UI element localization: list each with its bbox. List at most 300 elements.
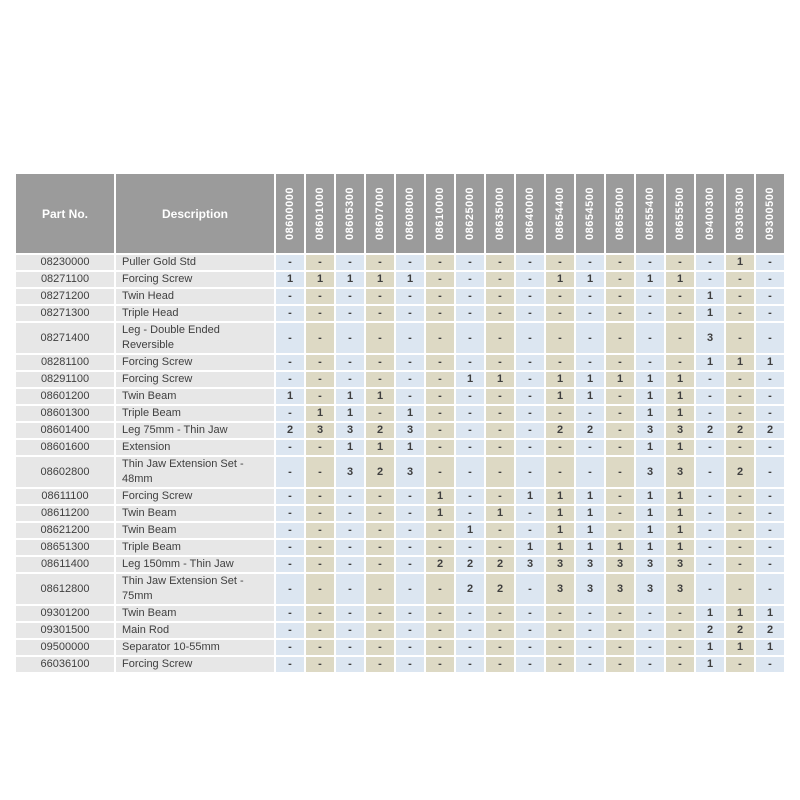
- quantity-cell: -: [696, 523, 724, 538]
- quantity-cell: 1: [306, 406, 334, 421]
- quantity-cell: 3: [666, 457, 694, 487]
- quantity-cell: -: [606, 255, 634, 270]
- quantity-cell: 1: [726, 255, 754, 270]
- quantity-cell: 1: [366, 389, 394, 404]
- column-header-08601000: [306, 174, 334, 253]
- quantity-cell: -: [396, 574, 424, 604]
- quantity-cell: -: [696, 372, 724, 387]
- quantity-cell: -: [486, 306, 514, 321]
- table-row: [16, 506, 784, 521]
- quantity-cell: -: [726, 372, 754, 387]
- quantity-cell: -: [396, 355, 424, 370]
- quantity-cell: 3: [336, 457, 364, 487]
- quantity-cell: -: [306, 489, 334, 504]
- quantity-cell: 1: [546, 272, 574, 287]
- quantity-cell: -: [516, 289, 544, 304]
- quantity-cell: -: [306, 506, 334, 521]
- quantity-cell: -: [546, 657, 574, 672]
- quantity-cell: 1: [576, 506, 604, 521]
- quantity-cell: -: [726, 657, 754, 672]
- rotated-column-label: 08655400: [644, 187, 656, 240]
- table-row: [16, 574, 784, 604]
- quantity-cell: 2: [456, 574, 484, 604]
- quantity-cell: -: [426, 306, 454, 321]
- quantity-cell: -: [366, 489, 394, 504]
- description-column-header: Description: [116, 174, 274, 253]
- table-row: [16, 657, 784, 672]
- part-no-cell: 08602800: [16, 457, 114, 487]
- quantity-cell: -: [396, 306, 424, 321]
- column-header-08640000: [516, 174, 544, 253]
- quantity-cell: -: [756, 440, 784, 455]
- quantity-cell: 1: [456, 372, 484, 387]
- quantity-cell: -: [606, 523, 634, 538]
- quantity-cell: -: [666, 255, 694, 270]
- quantity-cell: -: [486, 255, 514, 270]
- quantity-cell: 2: [456, 557, 484, 572]
- rotated-column-label: 08655000: [614, 187, 626, 240]
- quantity-cell: -: [606, 489, 634, 504]
- quantity-cell: 1: [666, 489, 694, 504]
- rotated-column-label: 08625000: [464, 187, 476, 240]
- quantity-cell: 2: [726, 423, 754, 438]
- quantity-cell: 1: [756, 640, 784, 655]
- quantity-cell: -: [546, 289, 574, 304]
- quantity-cell: 3: [606, 557, 634, 572]
- quantity-cell: -: [516, 406, 544, 421]
- rotated-column-label: 08635000: [494, 187, 506, 240]
- quantity-cell: 3: [636, 557, 664, 572]
- quantity-cell: -: [726, 440, 754, 455]
- quantity-cell: -: [426, 323, 454, 353]
- quantity-cell: 1: [486, 372, 514, 387]
- quantity-cell: 3: [666, 557, 694, 572]
- part-no-cell: 08611200: [16, 506, 114, 521]
- quantity-cell: -: [426, 457, 454, 487]
- rotated-column-label: 08601000: [314, 187, 326, 240]
- quantity-cell: -: [486, 457, 514, 487]
- rotated-column-label: 08600000: [284, 187, 296, 240]
- quantity-cell: -: [426, 389, 454, 404]
- quantity-cell: 1: [696, 306, 724, 321]
- quantity-cell: -: [756, 506, 784, 521]
- quantity-cell: -: [546, 623, 574, 638]
- quantity-cell: -: [576, 289, 604, 304]
- quantity-cell: -: [516, 306, 544, 321]
- quantity-cell: -: [606, 289, 634, 304]
- quantity-cell: -: [396, 255, 424, 270]
- quantity-cell: -: [756, 574, 784, 604]
- quantity-cell: -: [756, 289, 784, 304]
- quantity-cell: -: [606, 306, 634, 321]
- quantity-cell: -: [486, 323, 514, 353]
- quantity-cell: -: [276, 255, 304, 270]
- quantity-cell: -: [306, 623, 334, 638]
- column-header-09300500: [756, 174, 784, 253]
- quantity-cell: -: [666, 323, 694, 353]
- column-header-09400300: [696, 174, 724, 253]
- quantity-cell: -: [276, 506, 304, 521]
- description-cell: Twin Head: [116, 289, 274, 304]
- parts-compatibility-table: [14, 172, 786, 674]
- part-no-cell: 08271100: [16, 272, 114, 287]
- quantity-cell: -: [306, 255, 334, 270]
- quantity-cell: -: [456, 540, 484, 555]
- quantity-cell: -: [546, 457, 574, 487]
- quantity-cell: 2: [576, 423, 604, 438]
- quantity-cell: -: [726, 506, 754, 521]
- quantity-cell: -: [726, 389, 754, 404]
- quantity-cell: 1: [636, 389, 664, 404]
- quantity-cell: -: [366, 355, 394, 370]
- part-no-cell: 08621200: [16, 523, 114, 538]
- quantity-cell: 3: [546, 574, 574, 604]
- quantity-cell: -: [276, 523, 304, 538]
- quantity-cell: -: [276, 306, 304, 321]
- quantity-cell: 1: [636, 272, 664, 287]
- quantity-cell: 1: [546, 389, 574, 404]
- quantity-cell: -: [576, 623, 604, 638]
- quantity-cell: -: [486, 272, 514, 287]
- quantity-cell: 2: [366, 457, 394, 487]
- quantity-cell: -: [516, 272, 544, 287]
- table-row: [16, 457, 784, 487]
- quantity-cell: -: [396, 606, 424, 621]
- quantity-cell: -: [666, 640, 694, 655]
- quantity-cell: 1: [546, 372, 574, 387]
- quantity-cell: 2: [756, 423, 784, 438]
- quantity-cell: -: [546, 255, 574, 270]
- rotated-column-label: 08607000: [374, 187, 386, 240]
- part-no-cell: 09301500: [16, 623, 114, 638]
- quantity-cell: -: [276, 557, 304, 572]
- quantity-cell: 1: [546, 523, 574, 538]
- quantity-cell: -: [366, 255, 394, 270]
- quantity-cell: -: [456, 606, 484, 621]
- quantity-cell: 3: [576, 557, 604, 572]
- quantity-cell: -: [306, 355, 334, 370]
- quantity-cell: -: [276, 623, 304, 638]
- quantity-cell: -: [516, 574, 544, 604]
- quantity-cell: -: [486, 406, 514, 421]
- quantity-cell: -: [336, 640, 364, 655]
- table-row: [16, 323, 784, 353]
- quantity-cell: -: [456, 657, 484, 672]
- description-cell: Forcing Screw: [116, 657, 274, 672]
- description-cell: Triple Beam: [116, 406, 274, 421]
- table-row: [16, 640, 784, 655]
- quantity-cell: 1: [546, 489, 574, 504]
- table-row: [16, 623, 784, 638]
- quantity-cell: 1: [696, 355, 724, 370]
- part-no-cell: 08271300: [16, 306, 114, 321]
- quantity-cell: -: [456, 457, 484, 487]
- table-row: [16, 272, 784, 287]
- quantity-cell: 1: [516, 540, 544, 555]
- quantity-cell: -: [606, 640, 634, 655]
- quantity-cell: -: [396, 557, 424, 572]
- quantity-cell: -: [486, 423, 514, 438]
- quantity-cell: -: [336, 489, 364, 504]
- rotated-column-label: 08608000: [404, 187, 416, 240]
- quantity-cell: -: [486, 623, 514, 638]
- quantity-cell: -: [306, 389, 334, 404]
- quantity-cell: -: [666, 289, 694, 304]
- quantity-cell: -: [486, 440, 514, 455]
- quantity-cell: 2: [756, 623, 784, 638]
- quantity-cell: 1: [546, 540, 574, 555]
- quantity-cell: -: [576, 306, 604, 321]
- quantity-cell: -: [666, 606, 694, 621]
- quantity-cell: -: [456, 640, 484, 655]
- quantity-cell: -: [336, 623, 364, 638]
- quantity-cell: -: [426, 540, 454, 555]
- quantity-cell: -: [696, 457, 724, 487]
- quantity-cell: -: [456, 323, 484, 353]
- quantity-cell: 1: [666, 506, 694, 521]
- column-header-08655000: [606, 174, 634, 253]
- quantity-cell: -: [336, 523, 364, 538]
- quantity-cell: -: [516, 640, 544, 655]
- quantity-cell: 1: [636, 540, 664, 555]
- description-cell: Leg - Double Ended Reversible: [116, 323, 274, 353]
- quantity-cell: -: [426, 272, 454, 287]
- quantity-cell: -: [576, 323, 604, 353]
- quantity-cell: -: [636, 289, 664, 304]
- column-header-08635000: [486, 174, 514, 253]
- quantity-cell: -: [546, 406, 574, 421]
- quantity-cell: 1: [336, 272, 364, 287]
- quantity-cell: 1: [696, 640, 724, 655]
- quantity-cell: -: [396, 540, 424, 555]
- quantity-cell: -: [426, 657, 454, 672]
- quantity-cell: 1: [666, 540, 694, 555]
- column-header-08655400: [636, 174, 664, 253]
- quantity-cell: -: [546, 440, 574, 455]
- part-no-cell: 08611400: [16, 557, 114, 572]
- quantity-cell: -: [516, 423, 544, 438]
- quantity-cell: 3: [396, 457, 424, 487]
- table-row: [16, 289, 784, 304]
- quantity-cell: -: [696, 440, 724, 455]
- quantity-cell: -: [726, 489, 754, 504]
- quantity-cell: 1: [576, 540, 604, 555]
- quantity-cell: -: [336, 372, 364, 387]
- description-cell: Twin Beam: [116, 389, 274, 404]
- table-row: [16, 523, 784, 538]
- quantity-cell: -: [396, 372, 424, 387]
- part-no-cell: 08271400: [16, 323, 114, 353]
- part-no-cell: 66036100: [16, 657, 114, 672]
- quantity-cell: 1: [486, 506, 514, 521]
- quantity-cell: -: [486, 657, 514, 672]
- quantity-cell: -: [426, 255, 454, 270]
- quantity-cell: -: [396, 289, 424, 304]
- description-cell: Twin Beam: [116, 506, 274, 521]
- quantity-cell: 1: [366, 440, 394, 455]
- quantity-cell: -: [306, 574, 334, 604]
- quantity-cell: -: [396, 389, 424, 404]
- quantity-cell: -: [636, 323, 664, 353]
- quantity-cell: 1: [336, 389, 364, 404]
- quantity-cell: 1: [426, 489, 454, 504]
- table-row: [16, 255, 784, 270]
- quantity-cell: 1: [636, 506, 664, 521]
- quantity-cell: -: [486, 540, 514, 555]
- quantity-cell: 1: [666, 272, 694, 287]
- column-header-08625000: [456, 174, 484, 253]
- quantity-cell: 1: [366, 272, 394, 287]
- quantity-cell: -: [306, 523, 334, 538]
- quantity-cell: -: [516, 389, 544, 404]
- quantity-cell: 3: [636, 574, 664, 604]
- quantity-cell: 2: [696, 623, 724, 638]
- quantity-cell: -: [726, 574, 754, 604]
- quantity-cell: 1: [636, 523, 664, 538]
- quantity-cell: -: [276, 406, 304, 421]
- quantity-cell: -: [306, 323, 334, 353]
- column-header-08600000: [276, 174, 304, 253]
- quantity-cell: 3: [666, 574, 694, 604]
- quantity-cell: 2: [486, 557, 514, 572]
- description-cell: Main Rod: [116, 623, 274, 638]
- quantity-cell: -: [726, 272, 754, 287]
- quantity-cell: -: [516, 506, 544, 521]
- quantity-cell: -: [276, 457, 304, 487]
- quantity-cell: -: [576, 355, 604, 370]
- quantity-cell: 1: [576, 372, 604, 387]
- quantity-cell: -: [366, 640, 394, 655]
- quantity-cell: -: [366, 289, 394, 304]
- quantity-cell: -: [306, 657, 334, 672]
- quantity-cell: 3: [696, 323, 724, 353]
- description-cell: Forcing Screw: [116, 489, 274, 504]
- quantity-cell: -: [696, 574, 724, 604]
- quantity-cell: 3: [336, 423, 364, 438]
- table-row: [16, 406, 784, 421]
- quantity-cell: -: [576, 457, 604, 487]
- quantity-cell: -: [636, 355, 664, 370]
- quantity-cell: -: [516, 523, 544, 538]
- quantity-cell: -: [576, 440, 604, 455]
- quantity-cell: -: [516, 372, 544, 387]
- quantity-cell: -: [486, 289, 514, 304]
- description-cell: Twin Beam: [116, 606, 274, 621]
- quantity-cell: -: [336, 557, 364, 572]
- description-cell: Triple Head: [116, 306, 274, 321]
- rotated-column-label: 08605300: [344, 187, 356, 240]
- quantity-cell: -: [696, 506, 724, 521]
- quantity-cell: -: [576, 640, 604, 655]
- quantity-cell: -: [456, 389, 484, 404]
- quantity-cell: -: [486, 489, 514, 504]
- quantity-cell: -: [456, 406, 484, 421]
- quantity-cell: 1: [456, 523, 484, 538]
- rotated-column-label: 08654400: [554, 187, 566, 240]
- rotated-column-label: 08610000: [434, 187, 446, 240]
- description-cell: Thin Jaw Extension Set - 75mm: [116, 574, 274, 604]
- table-row: [16, 306, 784, 321]
- quantity-cell: 2: [366, 423, 394, 438]
- quantity-cell: -: [366, 540, 394, 555]
- quantity-cell: -: [756, 540, 784, 555]
- quantity-cell: 3: [396, 423, 424, 438]
- description-cell: Separator 10-55mm: [116, 640, 274, 655]
- quantity-cell: -: [456, 423, 484, 438]
- part-no-cell: 08601200: [16, 389, 114, 404]
- quantity-cell: -: [606, 606, 634, 621]
- quantity-cell: 3: [666, 423, 694, 438]
- quantity-cell: -: [276, 574, 304, 604]
- quantity-cell: 1: [546, 506, 574, 521]
- quantity-cell: -: [756, 489, 784, 504]
- table-row: [16, 606, 784, 621]
- quantity-cell: 1: [666, 523, 694, 538]
- quantity-cell: -: [396, 506, 424, 521]
- quantity-cell: -: [396, 640, 424, 655]
- quantity-cell: -: [696, 557, 724, 572]
- quantity-cell: 1: [396, 272, 424, 287]
- table-row: [16, 540, 784, 555]
- quantity-cell: -: [636, 306, 664, 321]
- table-row: [16, 557, 784, 572]
- quantity-cell: -: [516, 323, 544, 353]
- column-header-08654400: [546, 174, 574, 253]
- quantity-cell: 3: [636, 423, 664, 438]
- quantity-cell: -: [366, 406, 394, 421]
- quantity-cell: 1: [576, 489, 604, 504]
- quantity-cell: -: [396, 657, 424, 672]
- quantity-cell: -: [756, 372, 784, 387]
- quantity-cell: -: [636, 657, 664, 672]
- quantity-cell: -: [726, 323, 754, 353]
- quantity-cell: -: [636, 255, 664, 270]
- quantity-cell: -: [336, 289, 364, 304]
- quantity-cell: -: [756, 523, 784, 538]
- part-no-cell: 08611100: [16, 489, 114, 504]
- quantity-cell: -: [606, 355, 634, 370]
- quantity-cell: 1: [666, 406, 694, 421]
- quantity-cell: -: [546, 606, 574, 621]
- quantity-cell: 1: [336, 440, 364, 455]
- quantity-cell: -: [336, 657, 364, 672]
- quantity-cell: 1: [636, 440, 664, 455]
- quantity-cell: -: [576, 255, 604, 270]
- quantity-cell: -: [306, 306, 334, 321]
- part-no-cell: 08612800: [16, 574, 114, 604]
- description-cell: Thin Jaw Extension Set - 48mm: [116, 457, 274, 487]
- quantity-cell: 1: [606, 372, 634, 387]
- quantity-cell: 2: [276, 423, 304, 438]
- quantity-cell: -: [336, 540, 364, 555]
- quantity-cell: -: [426, 606, 454, 621]
- quantity-cell: 1: [576, 389, 604, 404]
- quantity-cell: -: [306, 457, 334, 487]
- quantity-cell: -: [366, 523, 394, 538]
- quantity-cell: -: [366, 306, 394, 321]
- rotated-column-label: 09400300: [704, 187, 716, 240]
- description-cell: Forcing Screw: [116, 355, 274, 370]
- quantity-cell: -: [486, 606, 514, 621]
- quantity-cell: -: [636, 606, 664, 621]
- description-cell: Extension: [116, 440, 274, 455]
- quantity-cell: -: [276, 440, 304, 455]
- quantity-cell: 2: [696, 423, 724, 438]
- quantity-cell: -: [456, 306, 484, 321]
- quantity-cell: 1: [726, 606, 754, 621]
- column-header-08605300: [336, 174, 364, 253]
- quantity-cell: 1: [696, 606, 724, 621]
